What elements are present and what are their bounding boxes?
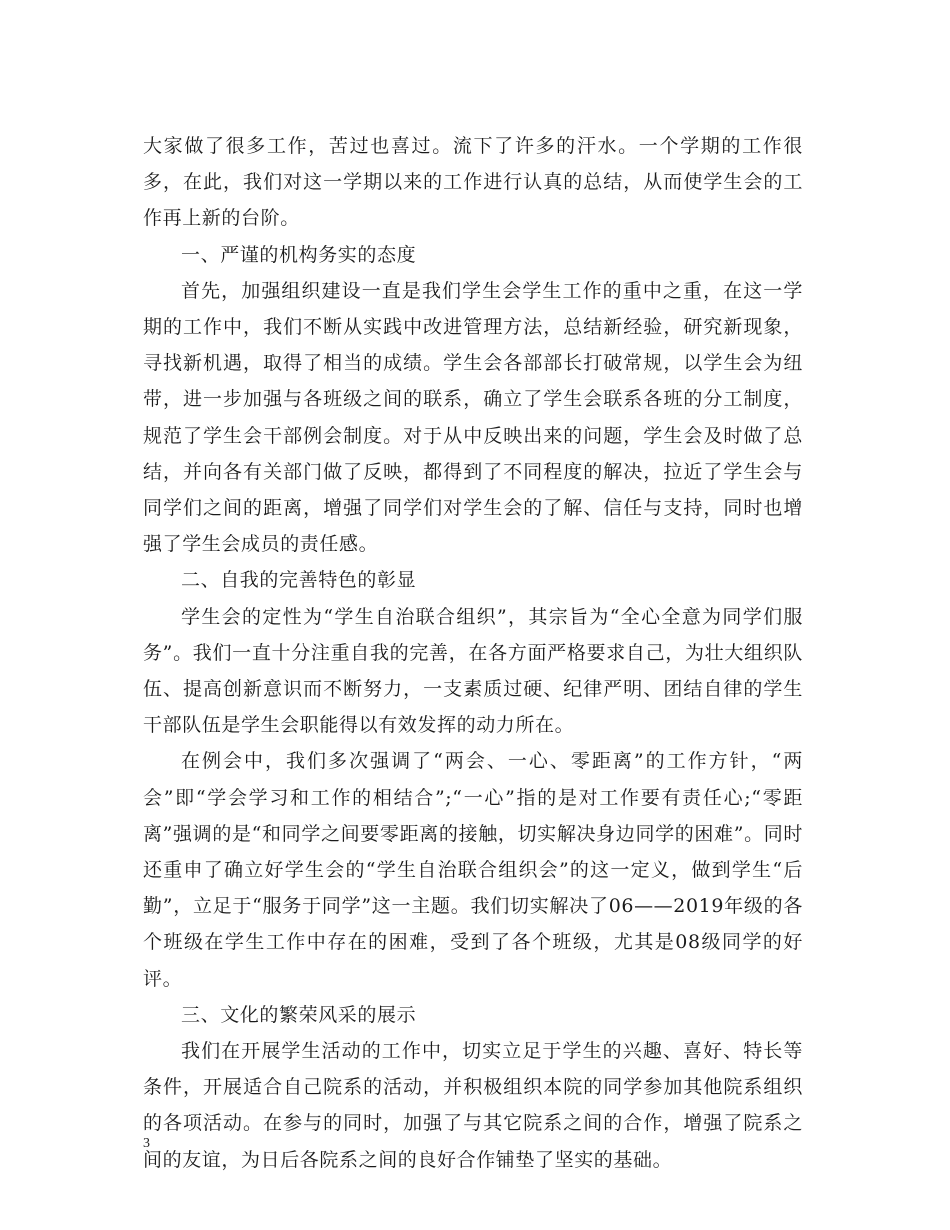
- paragraph: 我们在开展学生活动的工作中，切实立足于学生的兴趣、喜好、特长等条件，开展适合自己院系的活动，并积极组织本院的同学参加其他院系组织的各项活动。在参与的同时，加强了与其它院系之间的合作，增强了院系之间的友谊，为日后各院系之间的良好合作铺垫了坚实的基础。: [143, 1040, 803, 1171]
- paragraph: 学生会的定性为“学生自治联合组织”，其宗旨为“全心全意为同学们服务”。我们一直十分注重自我的完善，在各方面严格要求自己，为壮大组织队伍、提高创新意识而不断努力，一支素质过硬、纪律严明、团结自律的学生干部队伍是学生会职能得以有效发挥的动力所在。: [143, 605, 803, 737]
- document-body: [143, 128, 803, 1178]
- section-heading-2: 二、自我的完善特色的彰显: [181, 569, 417, 592]
- paragraph: 首先，加强组织建设一直是我们学生会学生工作的重中之重，在这一学期的工作中，我们不断从实践中改进管理方法，总结新经验，研究新现象，寻找新机遇，取得了相当的成绩。学生会各部部长打破常规，以学生会为纽带，进一步加强与各班级之间的联系，确立了学生会联系各班的分工制度，规范了学生会干部例会制度。对于从中反映出来的问题，学生会及时做了总结，并向各有关部门做了反映，都得到了不同程度的解决，拉近了学生会与同学们之间的距离，增强了同学们对学生会的了解、信任与支持，同时也增强了学生会成员的责任感。: [143, 279, 803, 556]
- paragraph: 在例会中，我们多次强调了“两会、一心、零距离”的工作方针，“两会”即“学会学习和工作的相结合”;“一心”指的是对工作要有责任心;“零距离”强调的是“和同学之间要零距离的接触，切实解决身边同学的困难”。同时还重申了确立好学生会的“学生自治联合组织会”的这一定义，做到学生“后勤”，立足于“服务于同学”这一主题。我们切实解决了06——2019年级的各个班级在学生工作中存在的困难，受到了各个班级，尤其是08级同学的好评。: [143, 750, 803, 990]
- section-heading-1: 一、严谨的机构务实的态度: [181, 243, 417, 266]
- paragraph-continued: 大家做了很多工作，苦过也喜过。流下了许多的汗水。一个学期的工作很多，在此，我们对这一学期以来的工作进行认真的总结，从而使学生会的工作再上新的台阶。: [143, 135, 803, 230]
- page-number: 3: [143, 1136, 150, 1151]
- section-heading-3: 三、文化的繁荣风采的展示: [181, 1003, 417, 1026]
